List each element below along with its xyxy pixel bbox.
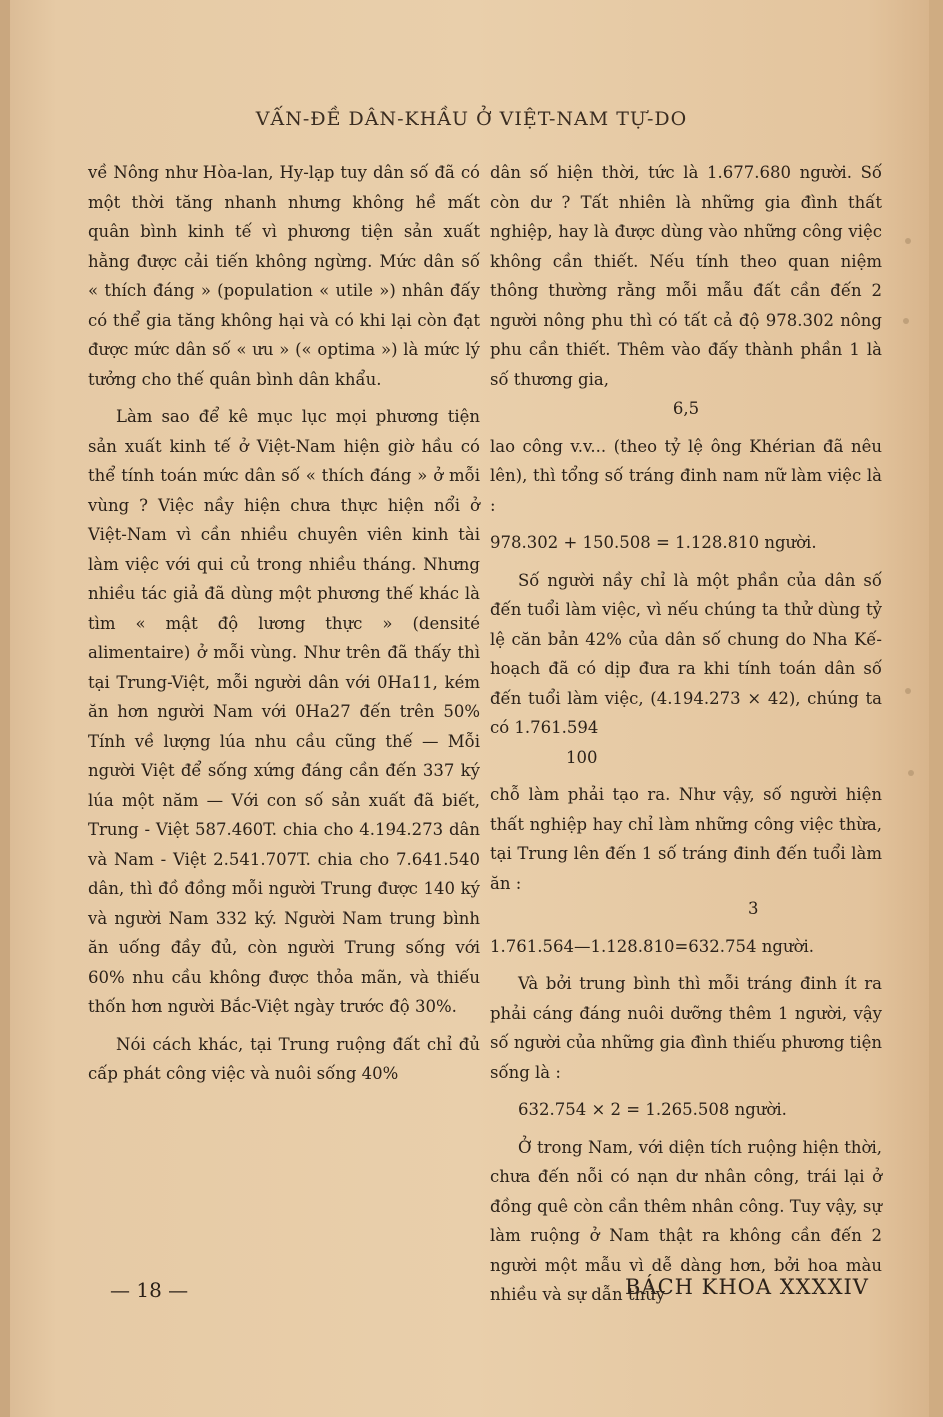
right-paragraph-3: Và bởi trung bình thì mỗi tráng đinh ít ra phải cáng đáng nuôi dưỡng thêm 1 người, vậy số người của những gia đình thiếu phương tiện sống là : — [490, 974, 882, 1082]
fraction-denominator-2: 100 — [566, 747, 598, 767]
left-paragraph-2: Làm sao để kê mục lục mọi phương tiện sản xuất kinh tế ở Việt-Nam hiện giờ hầu có thể tính toán mức dân số « thích đáng » ở mỗi vùng ? Việc nầy hiện chưa thực hiện nổi ở Việt-Nam vì cần nhiều chuyên viên kinh tài làm việc với qui củ trong nhiều tháng. Nhưng nhiều tác giả đã dùng một phương thế khác là tìm « mật độ lương thực » (densité alimentaire) ở mỗi vùng. Như trên đã thấy thì tại Trung-Việt, mỗi người dân với 0Ha11, kém ăn hơn người Nam với 0Ha27 đến trên 50% Tính về lượng lúa nhu cầu cũng thế — Mỗi người Việt để sống xứng đáng cần đến 337 ký lúa một năm — Với con số sản xuất đã biết, Trung - Việt 587.460T. chia cho 4.194.273 dân và Nam - Việt 2.541.707T. chia cho 7.641.540 dân, thì đồ đồng mỗi người Trung được 140 ký và người Nam 332 ký. Người Nam trung bình ăn uống đầy đủ, còn người Trung sống với 60% nhu cầu không được thỏa mãn, và thiếu thốn hơn người Bắc-Việt ngày trước độ 30%. — [88, 407, 480, 1016]
paper-spot — [903, 318, 909, 324]
paper-spot — [908, 770, 914, 776]
right-paragraph-2b: chỗ làm phải tạo ra. Như vậy, số người hiện thất nghiệp hay chỉ làm những công việc thừa, tại Trung lên đến 1 số tráng đinh đến tuổi làm ăn : — [490, 785, 882, 893]
paper-spot — [905, 238, 911, 244]
left-paragraph-1: về Nông như Hòa-lan, Hy-lạp tuy dân số đã có một thời tăng nhanh nhưng không hề mất quân bình kinh tế vì phương tiện sản xuất hằng được cải tiến không ngừng. Mức dân số « thích đáng » (population « utile ») nhân đấy có thể gia tăng không hại và có khi lại còn đạt được mức dân số « ưu » (« optima ») là mức lý tưởng cho thế quân bình dân khẩu. — [88, 163, 480, 389]
right-paragraph-4: Ở trong Nam, với diện tích ruộng hiện thời, chưa đến nỗi có nạn dư nhân công, trái lại ở đồng quê còn cần thêm nhân công. Tuy vậy, sự làm ruộng ở Nam thật ra không cần đến 2 người một mẫu vì dễ dàng hơn, bởi hoa màu nhiều và sự dẫn thủy — [490, 1137, 882, 1304]
left-column — [88, 158, 480, 1097]
fraction-denominator-1: 6,5 — [672, 399, 700, 418]
equation-2: 1.761.564—1.128.810=632.754 người. — [490, 936, 815, 956]
page-number: — 18 — — [110, 1278, 189, 1302]
right-paragraph-1b: lao công v.v... (theo tỷ lệ ông Khérian đã nêu lên), thì tổng số tráng đinh nam nữ làm việc là : — [490, 436, 882, 515]
equation-3: 632.754 × 2 = 1.265.508 người. — [518, 1100, 787, 1119]
page-edge-left — [0, 0, 10, 1417]
right-paragraph-1: dân số hiện thời, tức là 1.677.680 người. Số còn dư ? Tất nhiên là những gia đình thất nghiệp, hay là được dùng vào những công việc không cần thiết. Nếu tính theo quan niệm thông thường rằng mỗi mẫu đất cần đến 2 người nông phu thì có tất cả độ 978.302 nông phu cần thiết. Thêm vào đấy thành phần 1 là số thương gia, — [490, 163, 882, 389]
fraction-denominator-3: 3 — [748, 899, 759, 918]
left-paragraph-3: Nói cách khác, tại Trung ruộng đất chỉ đủ cấp phát công việc và nuôi sống 40% — [88, 1034, 480, 1083]
equation-1: 978.302 + 150.508 = 1.128.810 người. — [490, 533, 817, 552]
right-paragraph-2: Số người nầy chỉ là một phần của dân số đến tuổi làm việc, vì nếu chúng ta thử dùng tỷ lệ căn bản 42% của dân số chung do Nha Kế-hoạch đã có dịp đưa ra khi tính toán dân số đến tuổi làm việc, (4.194.273 × 42), chúng ta có 1.761.594 — [490, 570, 882, 737]
paper-spot — [905, 688, 911, 694]
right-column — [490, 158, 882, 1318]
journal-name: BÁCH KHOA XXXXIV — [625, 1275, 869, 1299]
page-edge-right — [929, 0, 943, 1417]
running-header: VẤN-ĐỀ DÂN-KHẦU Ở VIỆT-NAM TỰ-DO — [255, 108, 688, 130]
